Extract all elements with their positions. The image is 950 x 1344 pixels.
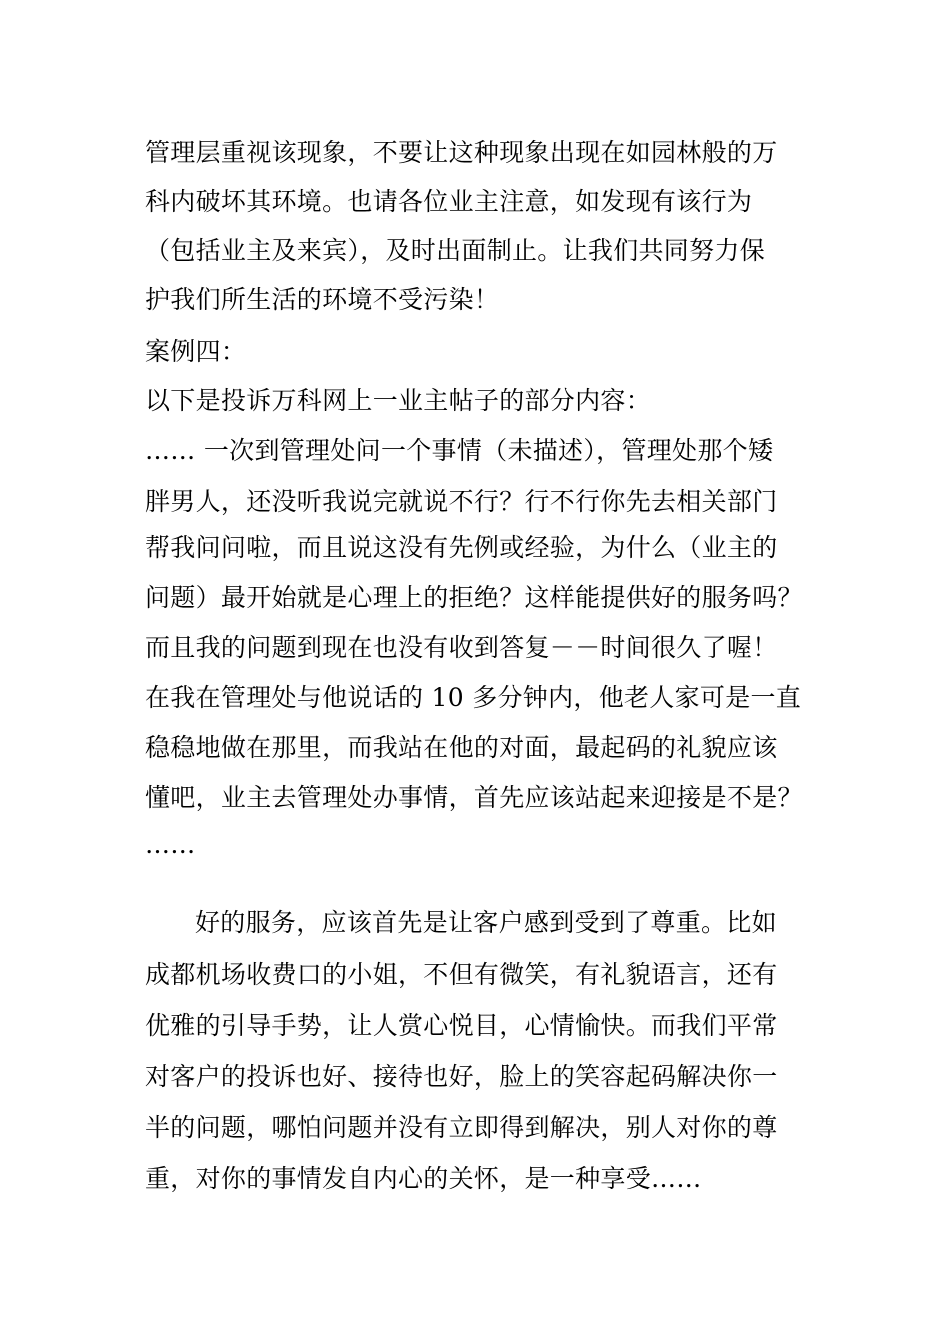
ellipsis-line: …… [145, 830, 196, 859]
quote-line: 问题）最开始就是心理上的拒绝？这样能提供好的服务吗？ [145, 583, 803, 612]
quote-line: 帮我问问啦，而且说这没有先例或经验，为什么（业主的 [145, 533, 778, 562]
text-line: 护我们所生活的环境不受污染！ [145, 285, 500, 314]
quote-line: 胖男人，还没听我说完就说不行？行不行你先去相关部门 [145, 487, 778, 516]
text-line: 重，对你的事情发自内心的关怀，是一种享受…… [145, 1164, 702, 1193]
text-line: 成都机场收费口的小姐，不但有微笑，有礼貌语言，还有 [145, 960, 778, 989]
paragraph-start: 好的服务，应该首先是让客户感到受到了尊重。比如 [195, 908, 777, 937]
quote-line: …… 一次到管理处问一个事情（未描述），管理处那个矮 [145, 436, 774, 465]
case-heading: 案例四： [145, 337, 247, 366]
text-line: （包括业主及来宾），及时出面制止。让我们共同努力保 [145, 236, 766, 265]
text-line: 科内破坏其环境。也请各位业主注意，如发现有该行为 [145, 187, 753, 216]
quote-line: 稳稳地做在那里，而我站在他的对面，最起码的礼貌应该 [145, 733, 778, 762]
quote-line: 懂吧，业主去管理处办事情，首先应该站起来迎接是不是？ [145, 783, 803, 812]
text-line: 对客户的投诉也好、接待也好，脸上的笑容起码解决你一 [145, 1062, 778, 1091]
text-line: 优雅的引导手势，让人赏心悦目，心情愉快。而我们平常 [145, 1011, 778, 1040]
text-line: 管理层重视该现象，不要让这种现象出现在如园林般的万 [145, 138, 778, 167]
text-line: 半的问题，哪怕问题并没有立即得到解决，别人对你的尊 [145, 1113, 778, 1142]
quote-line: 在我在管理处与他说话的 10 多分钟内，他老人家可是一直 [145, 683, 802, 712]
text-line: 以下是投诉万科网上一业主帖子的部分内容： [145, 386, 652, 415]
quote-line: 而且我的问题到现在也没有收到答复－－时间很久了喔！ [145, 633, 778, 662]
